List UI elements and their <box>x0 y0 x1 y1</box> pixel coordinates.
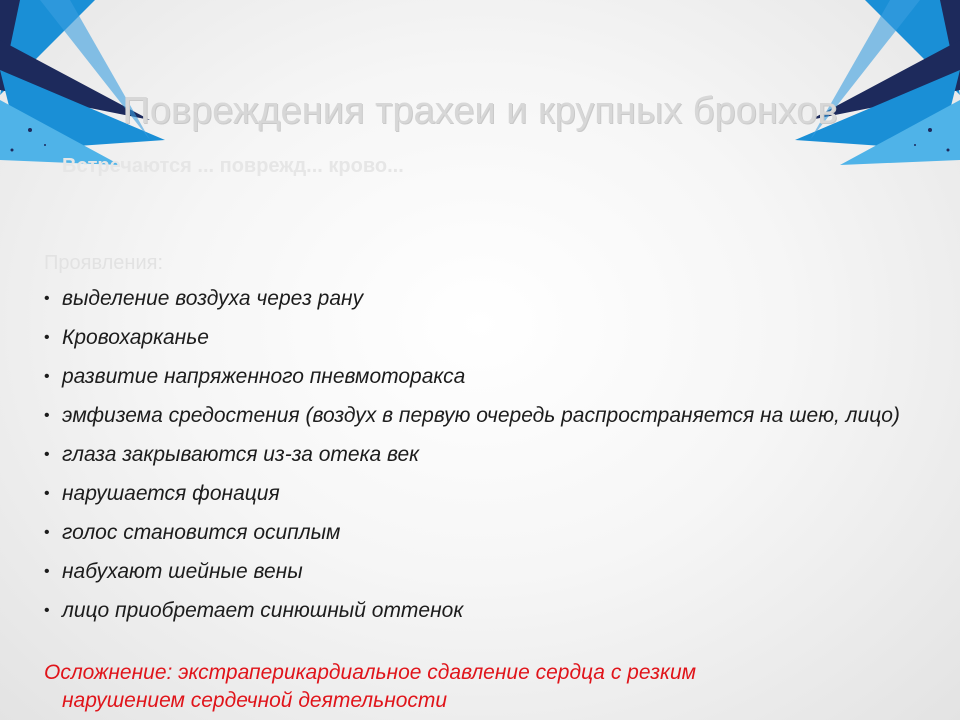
corner-decoration-right <box>790 0 960 170</box>
list-item: • лицо приобретает синюшный оттенок <box>44 599 464 622</box>
bullet-icon: • <box>44 563 50 580</box>
list-item: • Кровохарканье <box>44 326 209 349</box>
bullet-icon: • <box>44 602 50 619</box>
list-item: • выделение воздуха через рану <box>44 287 364 310</box>
slide-title: Повреждения трахеи и крупных бронхов <box>122 90 838 132</box>
bullet-icon: • <box>44 368 50 385</box>
bullet-icon: • <box>44 329 50 346</box>
bullet-icon: • <box>44 407 50 424</box>
bullet-icon: • <box>44 446 50 463</box>
section-label: Проявления: <box>44 252 164 274</box>
bullet-icon: • <box>44 485 50 502</box>
intro-text: Встречаются ... поврежд... крово... <box>62 155 404 177</box>
symptom-list <box>44 286 914 637</box>
list-item: • глаза закрываются из-за отека век <box>44 443 420 466</box>
complication-line-2: нарушением сердечной деятельности <box>62 689 448 712</box>
bullet-icon: • <box>44 290 50 307</box>
list-item: • нарушается фонация <box>44 482 280 505</box>
complication-line-1: Осложнение: экстраперикардиальное сдавление сердца с резким <box>44 661 697 684</box>
complication-note <box>44 659 904 715</box>
corner-decoration-left <box>0 0 170 170</box>
list-item: • набухают шейные вены <box>44 560 303 583</box>
bullet-icon: • <box>44 524 50 541</box>
list-item: • эмфизема средостения (воздух в первую очередь распространяется на шею, лицо) <box>44 404 900 427</box>
list-item: • развитие напряженного пневмоторакса <box>44 365 466 388</box>
list-item: • голос становится осиплым <box>44 521 341 544</box>
